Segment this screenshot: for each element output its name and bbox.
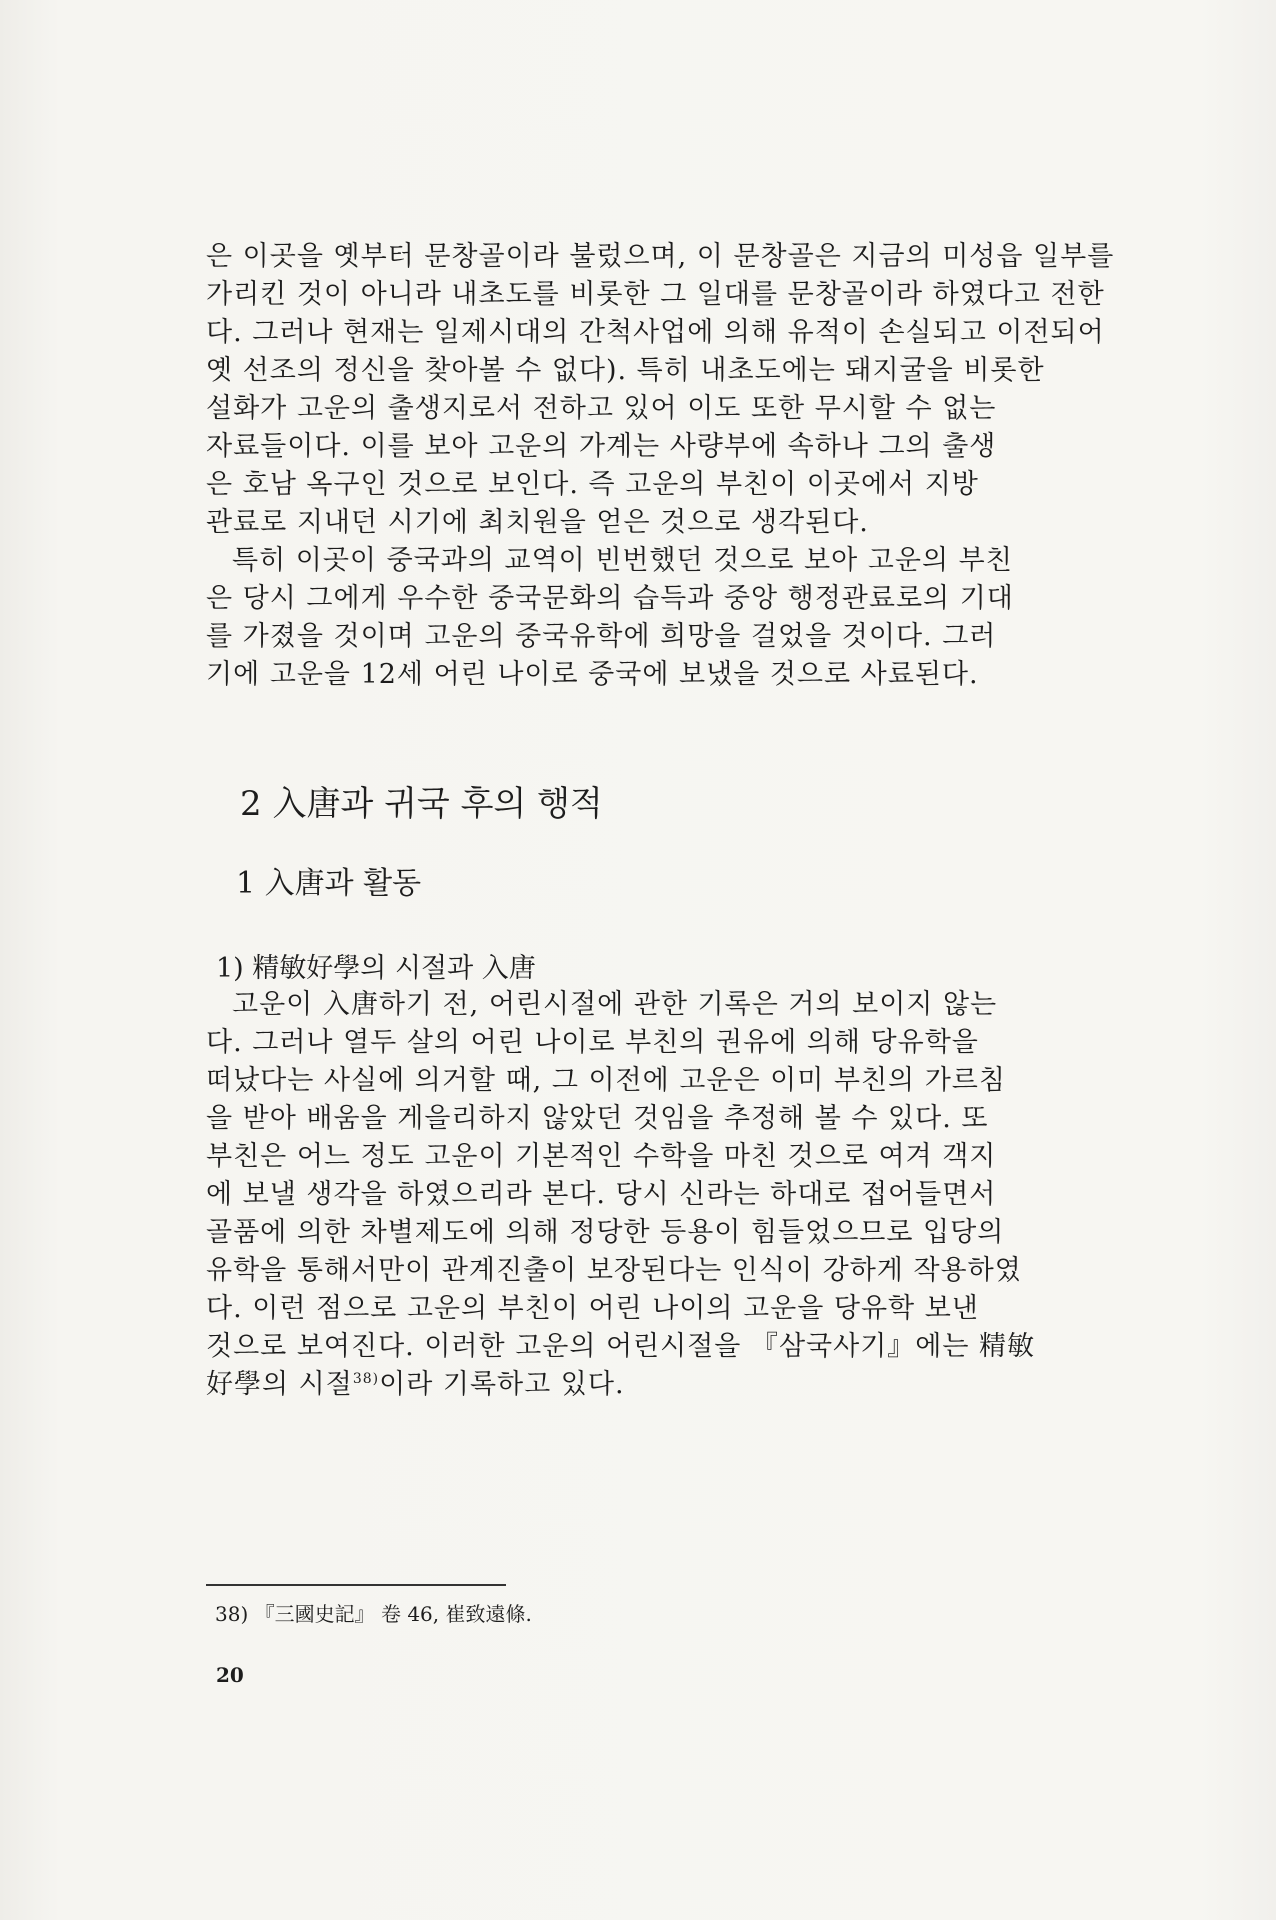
body-line: 것으로 보여진다. 이러한 고운의 어린시절을 『삼국사기』에는 精敏	[206, 1331, 1036, 1362]
body-line	[206, 1366, 1106, 1404]
body-line: 다. 그러나 열두 살의 어린 나이로 부친의 권유에 의해 당유학을	[206, 1027, 979, 1058]
body-line: 을 받아 배움을 게을리하지 않았던 것임을 추정해 볼 수 있다. 또	[206, 1103, 989, 1134]
body-line: 떠났다는 사실에 의거할 때, 그 이전에 고운은 이미 부친의 가르침	[206, 1065, 1006, 1096]
footnote: 38) 『三國史記』 卷 46, 崔致遠條.	[215, 1602, 532, 1626]
body-line: 은 이곳을 옛부터 문창골이라 불렀으며, 이 문창골은 지금의 미성읍 일부를	[206, 241, 1115, 272]
body-line: 다. 이런 점으로 고운의 부친이 어린 나이의 고운을 당유학 보낸	[206, 1293, 979, 1324]
body-line: 옛 선조의 정신을 찾아볼 수 없다). 특히 내초도에는 돼지굴을 비롯한	[206, 355, 1045, 386]
body-line: 골품에 의한 차별제도에 의해 정당한 등용이 힘들었으므로 입당의	[206, 1217, 1005, 1248]
footnote-divider	[206, 1584, 506, 1586]
body-line: 유학을 통해서만이 관계진출이 보장된다는 인식이 강하게 작용하였	[206, 1255, 1022, 1286]
last-line-end: 이라 기록하고 있다.	[379, 1369, 625, 1400]
footnote-reference: 38)	[352, 1371, 380, 1387]
page-number: 20	[216, 1663, 244, 1687]
body-line: 은 당시 그에게 우수한 중국문화의 습득과 중앙 행정관료로의 기대	[206, 583, 1014, 614]
body-line: 특히 이곳이 중국과의 교역이 빈번했던 것으로 보아 고운의 부친	[232, 545, 1013, 576]
body-line: 고운이 入唐하기 전, 어린시절에 관한 기록은 거의 보이지 않는	[232, 989, 998, 1020]
body-line: 에 보낼 생각을 하였으리라 본다. 당시 신라는 하대로 접어들면서	[206, 1179, 997, 1210]
body-line: 를 가졌을 것이며 고운의 중국유학에 희망을 걸었을 것이다. 그러	[206, 621, 997, 652]
subsection-title: 1 入唐과 활동	[236, 866, 422, 901]
body-line: 자료들이다. 이를 보아 고운의 가계는 사량부에 속하나 그의 출생	[206, 431, 997, 462]
body-line: 다. 그러나 현재는 일제시대의 간척사업에 의해 유적이 손실되고 이전되어	[206, 317, 1105, 348]
body-line: 부친은 어느 정도 고운이 기본적인 수학을 마친 것으로 여겨 객지	[206, 1141, 997, 1172]
body-line: 은 호남 옥구인 것으로 보인다. 즉 고운의 부친이 이곳에서 지방	[206, 469, 979, 500]
last-line-start: 好學의 시절	[206, 1369, 353, 1400]
body-line: 관료로 지내던 시기에 최치원을 얻은 것으로 생각된다.	[206, 507, 869, 538]
subsubsection-title: 1) 精敏好學의 시절과 入唐	[216, 953, 536, 984]
body-line: 가리킨 것이 아니라 내초도를 비롯한 그 일대를 문창골이라 하였다고 전한	[206, 279, 1105, 310]
section-title: 2 入唐과 귀국 후의 행적	[240, 784, 603, 824]
body-line: 설화가 고운의 출생지로서 전하고 있어 이도 또한 무시할 수 없는	[206, 393, 997, 424]
body-line: 기에 고운을 12세 어린 나이로 중국에 보냈을 것으로 사료된다.	[206, 659, 979, 690]
